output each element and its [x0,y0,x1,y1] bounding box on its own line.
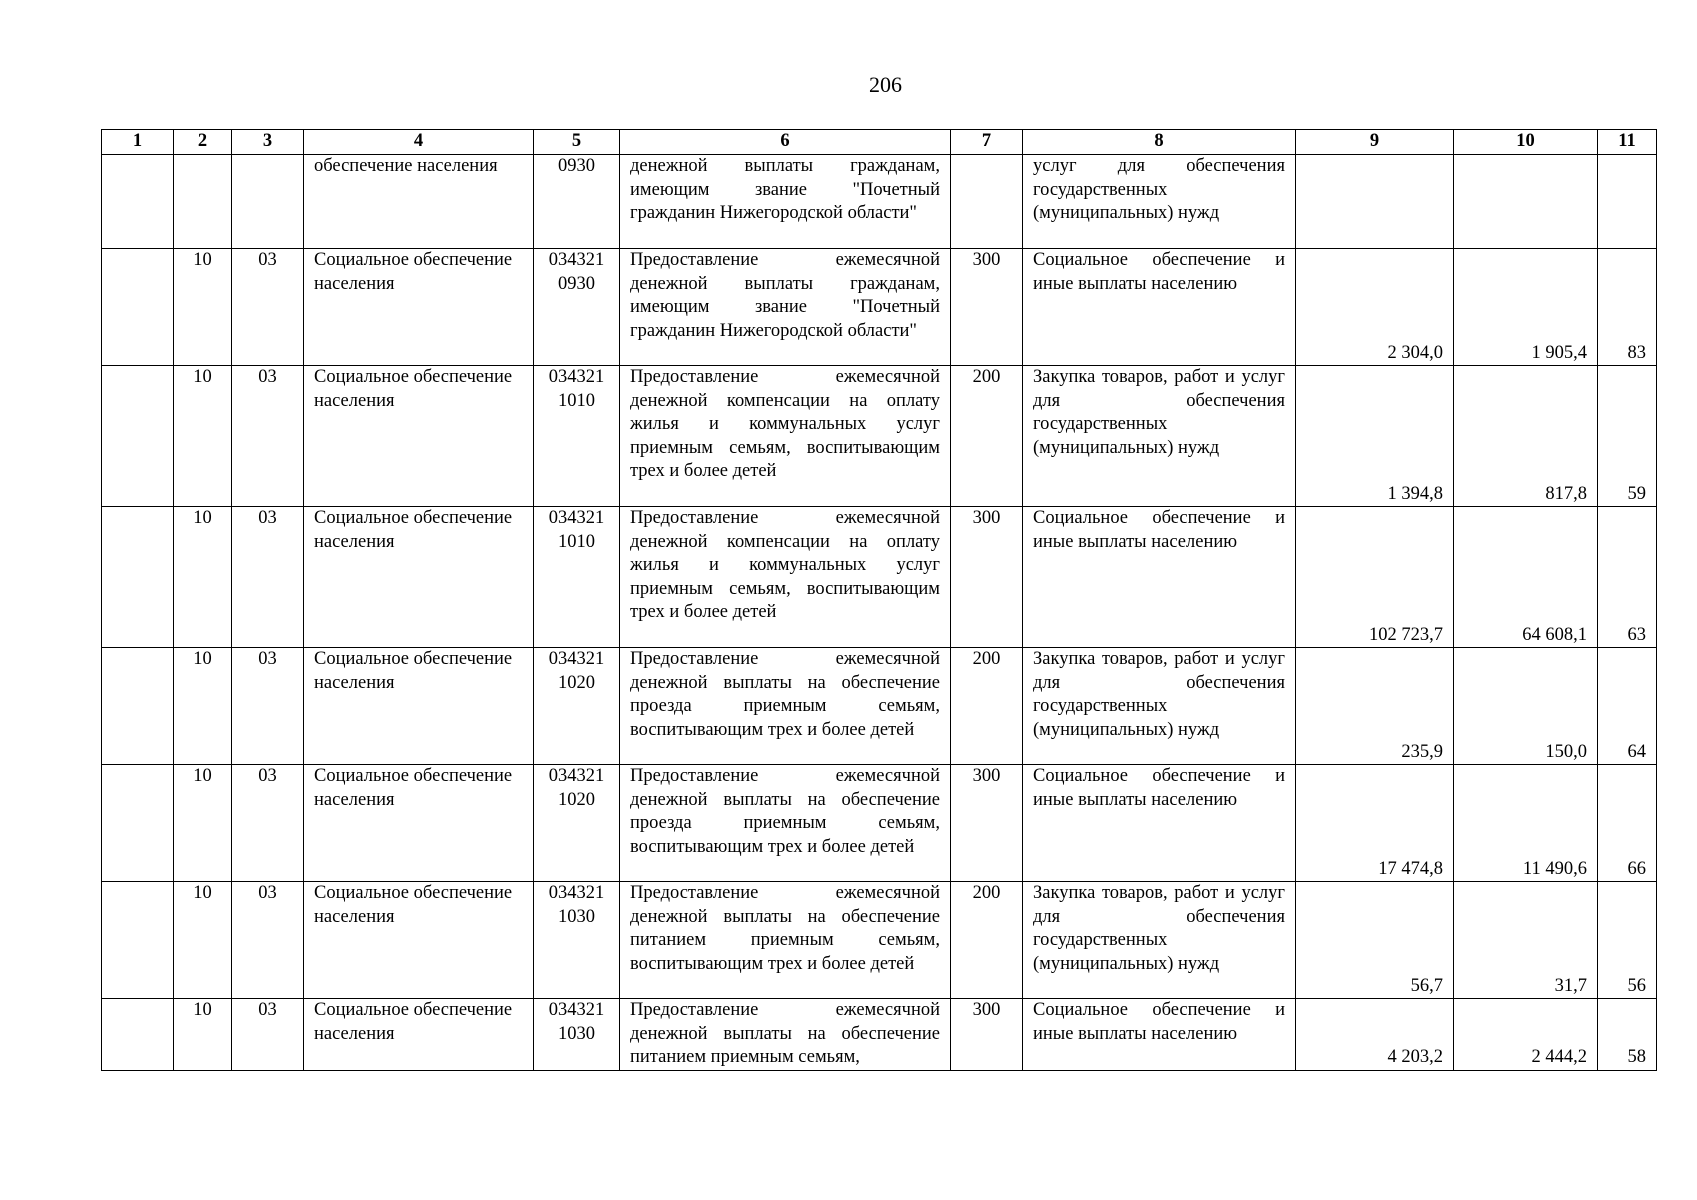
cell-expense-type: 300 [951,507,1023,648]
cell-subsection [232,155,304,249]
cell-section: 10 [174,366,232,507]
cell-target-code: 034321 1010 [534,507,620,648]
cell-target-code: 034321 1020 [534,765,620,882]
col-header-4: 4 [304,130,534,155]
cell-section: 10 [174,648,232,765]
table-row [102,507,1657,648]
cell-target-name: Предоставление ежемесячной денежной выплаты на обеспечение питанием приемным семьям, [620,999,951,1071]
cell-actual: 31,7 [1454,882,1598,999]
cell-col1 [102,882,174,999]
cell-section [174,155,232,249]
cell-percent: 59 [1598,366,1657,507]
col-header-11: 11 [1598,130,1657,155]
table-row [102,155,1657,249]
cell-actual: 1 905,4 [1454,249,1598,366]
cell-subsection: 03 [232,882,304,999]
cell-subsection: 03 [232,648,304,765]
cell-col1 [102,999,174,1071]
col-header-6: 6 [620,130,951,155]
cell-target-name: Предоставление ежемесячной денежной выплаты на обеспечение проезда приемным семьям, воспитывающим трех и более детей [620,765,951,882]
cell-col1 [102,155,174,249]
cell-target-name: денежной выплаты гражданам, имеющим звание "Почетный гражданин Нижегородской области" [620,155,951,249]
cell-subsection: 03 [232,999,304,1071]
cell-subsection-name: Социальное обеспечение населения [304,648,534,765]
col-header-3: 3 [232,130,304,155]
table-row [102,999,1657,1071]
cell-percent: 56 [1598,882,1657,999]
cell-subsection-name: Социальное обеспечение населения [304,366,534,507]
cell-subsection: 03 [232,366,304,507]
cell-target-code: 034321 1010 [534,366,620,507]
cell-percent: 63 [1598,507,1657,648]
cell-col1 [102,648,174,765]
cell-actual: 150,0 [1454,648,1598,765]
cell-section: 10 [174,249,232,366]
cell-expense-type: 200 [951,648,1023,765]
cell-subsection-name: обеспечение населения [304,155,534,249]
cell-col1 [102,765,174,882]
cell-expense-name: Социальное обеспечение и иные выплаты населению [1023,507,1296,648]
cell-subsection: 03 [232,507,304,648]
cell-expense-name: Социальное обеспечение и иные выплаты населению [1023,999,1296,1071]
cell-subsection: 03 [232,249,304,366]
col-header-9: 9 [1296,130,1454,155]
cell-col1 [102,507,174,648]
cell-target-name: Предоставление ежемесячной денежной компенсации на оплату жилья и коммунальных услуг приемным семьям, воспитывающим трех и более детей [620,366,951,507]
col-header-2: 2 [174,130,232,155]
col-header-10: 10 [1454,130,1598,155]
cell-actual: 11 490,6 [1454,765,1598,882]
cell-target-name: Предоставление ежемесячной денежной выплаты гражданам, имеющим звание "Почетный гражданин Нижегородской области" [620,249,951,366]
cell-plan: 102 723,7 [1296,507,1454,648]
cell-expense-name: Закупка товаров, работ и услуг для обеспечения государственных (муниципальных) нужд [1023,366,1296,507]
cell-expense-name: Социальное обеспечение и иные выплаты населению [1023,249,1296,366]
cell-expense-type [951,155,1023,249]
cell-subsection-name: Социальное обеспечение населения [304,882,534,999]
col-header-5: 5 [534,130,620,155]
cell-col1 [102,366,174,507]
cell-target-code: 0930 [534,155,620,249]
header-row [102,130,1657,155]
cell-expense-type: 300 [951,765,1023,882]
cell-section: 10 [174,999,232,1071]
page-number: 206 [869,72,902,97]
col-header-7: 7 [951,130,1023,155]
cell-expense-type: 300 [951,249,1023,366]
cell-plan: 2 304,0 [1296,249,1454,366]
cell-subsection-name: Социальное обеспечение населения [304,507,534,648]
cell-expense-type: 200 [951,882,1023,999]
cell-target-code: 034321 0930 [534,249,620,366]
cell-plan: 17 474,8 [1296,765,1454,882]
cell-percent: 64 [1598,648,1657,765]
cell-plan: 235,9 [1296,648,1454,765]
cell-percent: 58 [1598,999,1657,1071]
cell-target-name: Предоставление ежемесячной денежной компенсации на оплату жилья и коммунальных услуг приемным семьям, воспитывающим трех и более детей [620,507,951,648]
cell-actual: 64 608,1 [1454,507,1598,648]
cell-actual: 2 444,2 [1454,999,1598,1071]
cell-plan: 1 394,8 [1296,366,1454,507]
cell-expense-type: 300 [951,999,1023,1071]
cell-plan [1296,155,1454,249]
cell-percent: 66 [1598,765,1657,882]
cell-col1 [102,249,174,366]
col-header-8: 8 [1023,130,1296,155]
cell-target-code: 034321 1030 [534,882,620,999]
cell-expense-name: Закупка товаров, работ и услуг для обеспечения государственных (муниципальных) нужд [1023,648,1296,765]
cell-subsection-name: Социальное обеспечение населения [304,999,534,1071]
cell-target-code: 034321 1030 [534,999,620,1071]
cell-actual [1454,155,1598,249]
table-row [102,249,1657,366]
table-row [102,366,1657,507]
cell-expense-name: Социальное обеспечение и иные выплаты населению [1023,765,1296,882]
cell-section: 10 [174,765,232,882]
cell-actual: 817,8 [1454,366,1598,507]
cell-plan: 56,7 [1296,882,1454,999]
cell-subsection-name: Социальное обеспечение населения [304,249,534,366]
cell-expense-name: Закупка товаров, работ и услуг для обеспечения государственных (муниципальных) нужд [1023,882,1296,999]
col-header-1: 1 [102,130,174,155]
cell-section: 10 [174,507,232,648]
table-row [102,882,1657,999]
cell-percent [1598,155,1657,249]
table-row [102,648,1657,765]
cell-percent: 83 [1598,249,1657,366]
table-row [102,765,1657,882]
cell-section: 10 [174,882,232,999]
cell-target-name: Предоставление ежемесячной денежной выплаты на обеспечение проезда приемным семьям, воспитывающим трех и более детей [620,648,951,765]
cell-subsection: 03 [232,765,304,882]
cell-expense-type: 200 [951,366,1023,507]
cell-subsection-name: Социальное обеспечение населения [304,765,534,882]
cell-target-name: Предоставление ежемесячной денежной выплаты на обеспечение питанием приемным семьям, воспитывающим трех и более детей [620,882,951,999]
cell-expense-name: услуг для обеспечения государственных (муниципальных) нужд [1023,155,1296,249]
cell-target-code: 034321 1020 [534,648,620,765]
cell-plan: 4 203,2 [1296,999,1454,1071]
budget-table [101,129,1657,1071]
